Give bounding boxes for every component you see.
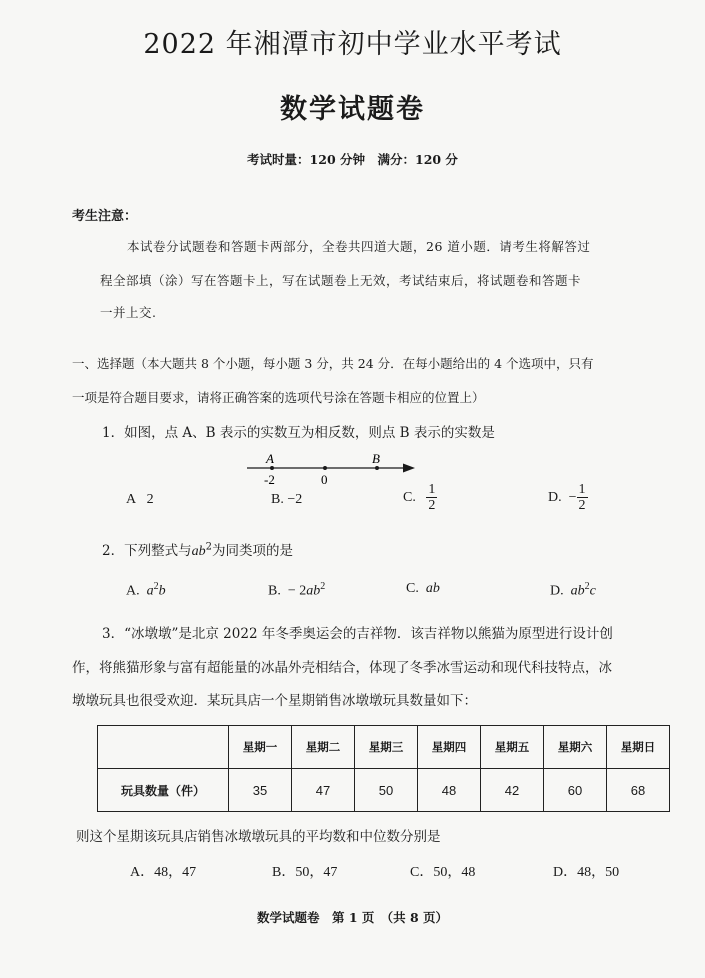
q3-option-b[interactable]: B．50，47 <box>272 865 338 880</box>
table-row <box>98 769 670 812</box>
page-footer: 数学试题卷 第 1 页 （共 8 页） <box>256 910 449 925</box>
option-label: A <box>126 492 137 507</box>
table-header-cell: 星期五 <box>481 726 544 769</box>
point-a-dot <box>270 466 274 470</box>
option-label: B. <box>271 492 284 507</box>
table-cell: 60 <box>544 769 607 812</box>
exam-info: 考试时量：120 分钟 满分：120 分 <box>247 152 458 167</box>
table-header-cell: 星期六 <box>544 726 607 769</box>
fraction: $\frac{1}{2}$ <box>428 482 436 514</box>
table-header-cell: 星期三 <box>355 726 418 769</box>
fraction: $\frac{1}{2}$ <box>578 482 586 514</box>
q1-option-d[interactable] <box>548 482 588 514</box>
table-corner-cell <box>98 726 229 769</box>
q3-question: 则这个星期该玩具店销售冰墩墩玩具的平均数和中位数分别是 <box>76 829 441 845</box>
sales-table <box>97 725 670 812</box>
q3-option-c[interactable]: C．50，48 <box>410 865 476 880</box>
notice-line: 一并上交. <box>100 305 157 320</box>
tick-label-zero: 0 <box>321 472 328 487</box>
table-header-row <box>98 726 670 769</box>
minus-sign: − <box>568 490 577 506</box>
table-cell: 48 <box>418 769 481 812</box>
table-header-cell: 星期一 <box>229 726 292 769</box>
section-heading: 一、选择题（本大题共 8 个小题，每小题 3 分，共 24 分．在每小题给出的 4 个选项中，只有 <box>72 356 594 371</box>
point-b-label: B <box>372 451 380 466</box>
q1-option-a[interactable] <box>126 492 154 508</box>
number-line-figure <box>235 448 425 488</box>
q3-stem-line: 作，将熊猫形象与富有超能量的冰晶外壳相结合，体现了冬季冰雪运动和现代科技特点，冰 <box>72 660 612 676</box>
option-value: 2 <box>146 492 154 507</box>
exam-title: 2022 年湘潭市初中学业水平考试 <box>143 29 562 60</box>
q3-option-d[interactable]: D．48，50 <box>553 865 620 880</box>
table-cell: 68 <box>607 769 670 812</box>
notice-line: 本试卷分试题卷和答题卡两部分，全卷共四道大题，26 道小题．请考生将解答过 <box>127 239 591 254</box>
table-cell: 35 <box>229 769 292 812</box>
q1-option-b[interactable] <box>271 492 302 508</box>
option-label: D. <box>548 490 562 506</box>
q3-option-a[interactable]: A．48，47 <box>130 865 197 880</box>
table-cell: 50 <box>355 769 418 812</box>
tick-label-neg2: -2 <box>264 472 275 487</box>
number-line-arrow <box>403 464 415 473</box>
table-header-cell: 星期四 <box>418 726 481 769</box>
table-cell: 42 <box>481 769 544 812</box>
q3-stem-line: 3．“冰墩墩”是北京 2022 年冬季奥运会的吉祥物．该吉祥物以熊猫为原型进行设计创 <box>102 626 613 642</box>
table-header-cell: 星期日 <box>607 726 670 769</box>
notice-line: 程全部填（涂）写在答题卡上，写在试题卷上无效，考试结束后，将试题卷和答题卡 <box>100 273 582 288</box>
q2-option-b[interactable]: B. − $2ab^2$ <box>268 581 326 599</box>
table-cell: 47 <box>292 769 355 812</box>
point-a-label: A <box>266 451 274 466</box>
q2-option-a[interactable]: A. $a^2b$ <box>126 581 166 599</box>
q2-stem: 2．下列整式与$ab^2$为同类项的是 <box>102 541 293 559</box>
q1-option-c[interactable] <box>403 482 437 514</box>
table-row-label: 玩具数量（件） <box>98 769 229 812</box>
option-value: −2 <box>287 492 303 507</box>
q1-stem: 1．如图，点 A、B 表示的实数互为相反数，则点 B 表示的实数是 <box>102 425 495 441</box>
section-instruction: 一项是符合题目要求，请将正确答案的选项代号涂在答题卡相应的位置上） <box>72 390 485 405</box>
q3-stem-line: 墩墩玩具也很受欢迎．某玩具店一个星期销售冰墩墩玩具数量如下： <box>72 693 477 709</box>
q2-option-d[interactable]: D. $ab^2c$ <box>550 581 596 599</box>
point-b-dot <box>375 466 379 470</box>
paper-subtitle: 数学试题卷 <box>280 94 425 125</box>
q2-option-c[interactable]: C. ab <box>406 581 440 596</box>
table-header-cell: 星期二 <box>292 726 355 769</box>
origin-dot <box>323 466 327 470</box>
option-label: C. <box>403 490 416 506</box>
notice-label: 考生注意： <box>72 209 138 224</box>
